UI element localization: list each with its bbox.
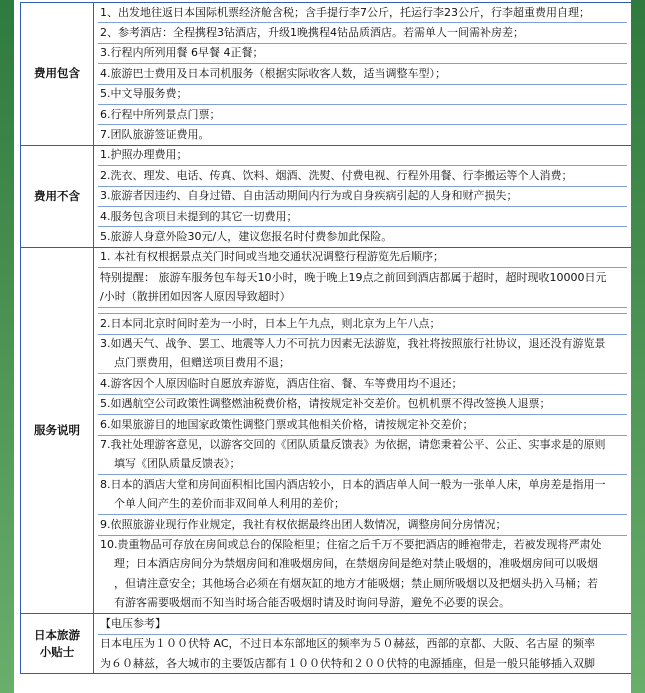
japan-tips-label	[21, 614, 94, 674]
list-item: 日本电压为１００伏特 AC，不过日本东部地区的频率为５０赫兹，西部的京都、大阪、名古屋 的频率	[100, 637, 596, 651]
list-item: 4.服务包含项目未提到的其它一切费用；	[98, 207, 627, 227]
fees-included-row	[21, 3, 632, 146]
list-item: 1.护照办理费用；	[98, 146, 627, 166]
list-item: 5.旅游人身意外险30元/人，建议您报名时付费参加此保险。	[100, 229, 393, 243]
list-item: 2、参考酒店：全程携程3钻酒店，升级1晚携程4钻品质酒店。若需单人一间需补房差；	[98, 23, 627, 43]
service-notes-label: 服务说明	[21, 247, 94, 613]
list-item: 个单人间产生的差价而非双间单人利用的差价；	[98, 495, 627, 515]
japan-tips-row	[21, 614, 632, 674]
list-item: 特别提醒： 旅游车服务包车每天10小时，晚于晚上19点之前回到酒店都属于超时，超时现收10000日元	[100, 270, 607, 284]
list-item: 6.如果旅游目的地国家政策性调整门票或其他相关价格，请按规定补交差价；	[98, 415, 627, 435]
list-item: 6.行程中所列景点门票；	[98, 105, 627, 125]
list-item: 10.贵重物品可存放在房间或总台的保险柜里；住宿之后千万不要把酒店的睡袍带走，若被发现将严肃处	[100, 538, 602, 552]
list-item: 5.如遇航空公司政策性调整燃油税费价格，请按规定补交差价。包机机票不得改签换人退票；	[98, 395, 627, 415]
fees-excluded-content	[94, 145, 632, 247]
list-item: 9.依照旅游业现行作业规定，我社有权依据最终出团人数情况，调整房间分房情况；	[98, 515, 627, 535]
list-item: ，但请注意安全；其他场合必须在有烟灰缸的地方才能吸烟；禁止厕所吸烟以及把烟头扔入马桶；若	[114, 576, 598, 590]
list-item: 7.团队旅游签证费用。	[100, 127, 210, 141]
itinerary-info-table	[20, 2, 631, 674]
fees-included-content	[94, 3, 632, 146]
japan-tips-label-line2: 小贴士	[39, 644, 75, 659]
list-item: 有游客需要吸烟而不知当时场合能否吸烟时请及时询问导游，避免不必要的误会。	[114, 596, 510, 610]
list-item: 2.洗衣、理发、电话、传真、饮料、烟酒、洗熨、付费电视、行程外用餐、行李搬运等个人消费；	[98, 166, 627, 186]
list-item: 填写《团队质量反馈表》；	[98, 455, 627, 475]
tip-heading: 【电压参考】	[98, 614, 627, 634]
list-item: 3.旅游者因违约、自身过错、自由活动期间内行为或自身疾病引起的人身和财产损失；	[98, 187, 627, 207]
service-notes-content	[94, 247, 632, 613]
list-item: 为６０赫兹，各大城市的主要饭店都有１００伏特和２００伏特的电源插座，但是一般只能够插入双脚	[100, 656, 595, 670]
list-item: 2.日本同北京时间时差为一小时，日本上午九点，则北京为上午八点；	[98, 314, 627, 334]
list-item: 4.旅游巴士费用及日本司机服务（根据实际收客人数，适当调整车型）；	[98, 64, 627, 84]
background-left-edge	[0, 0, 14, 693]
list-item: 3.如遇天气、战争、罢工、地震等人力不可抗力因素无法游览，我社将按照旅行社协议，退还没有游览景	[100, 337, 606, 350]
list-item: 1、出发地往返日本国际机票经济舱含税；含手提行李7公斤，托运行李23公斤，行李超重费用自理；	[98, 3, 627, 23]
list-item: 8.日本的酒店大堂和房间面积相比国内酒店较小，日本的酒店单人间一般为一张单人床，单房差是指用一	[100, 477, 606, 491]
list-item: 3.行程内所列用餐 6早餐 4正餐；	[98, 44, 627, 64]
list-item: 5.中文导服务费；	[98, 85, 627, 105]
fees-excluded-label: 费用不含	[21, 145, 94, 247]
list-item: /小时（散拼团如因客人原因导致超时）	[98, 288, 627, 308]
list-item: 4.游客因个人原因临时自愿放弃游览，酒店住宿、餐、车等费用均不退还；	[98, 374, 627, 394]
list-item: 理；日本酒店房间分为禁烟房间和准吸烟房间，在禁烟房间是绝对禁止吸烟的，准吸烟房间可以吸烟	[114, 557, 598, 571]
itinerary-sheet	[14, 0, 631, 693]
background-right-edge	[631, 0, 645, 693]
list-item: 1. 本社有权根据景点关门时间或当地交通状况调整行程游览先后顺序；	[98, 248, 627, 268]
japan-tips-label-line1: 日本旅游	[34, 627, 80, 642]
fees-included-label: 费用包含	[21, 3, 94, 146]
list-item: 点门票费用，但赠送项目费用不退；	[98, 354, 627, 374]
fees-excluded-row	[21, 145, 632, 247]
list-item: 7.我社处理游客意见，以游客交回的《团队质量反馈表》为依据，请您秉着公平、公正、实事求是的原则	[100, 438, 606, 452]
japan-tips-content	[94, 614, 632, 674]
service-notes-row	[21, 247, 632, 613]
